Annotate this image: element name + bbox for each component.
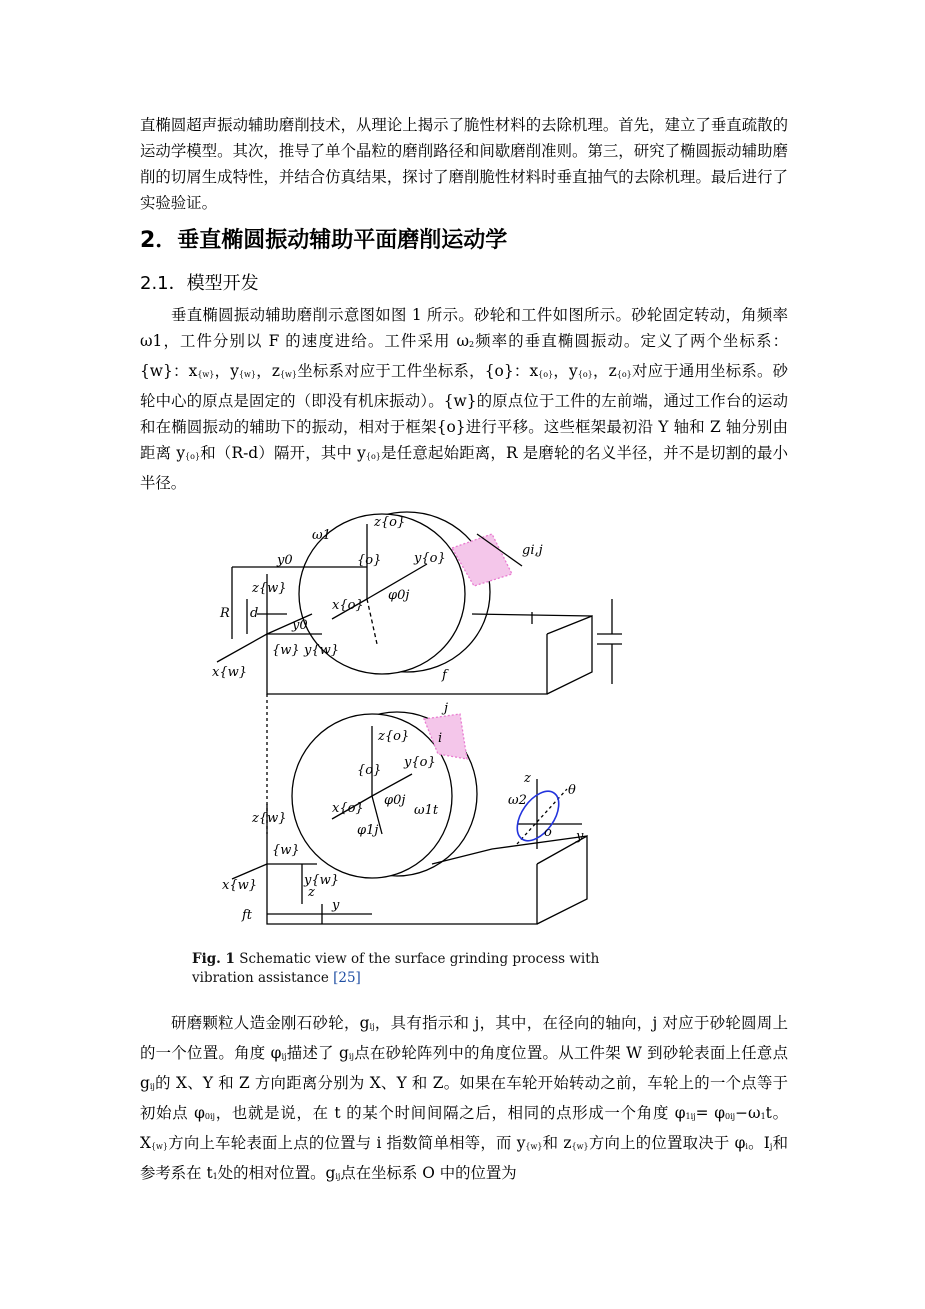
label-y-o: y{o} <box>414 551 446 566</box>
label-o-inset: o <box>544 825 552 840</box>
label-gij: gi,j <box>522 543 543 558</box>
label-phi0j: φ0j <box>388 588 410 603</box>
grinding-schematic-diagram <box>192 504 652 944</box>
label-R: R <box>220 606 230 621</box>
label-d: d <box>250 606 259 621</box>
intro-paragraph: 直椭圆超声振动辅助磨削技术，从理论上揭示了脆性材料的去除机理。首先，建立了垂直疏散的运动学模型。其次，推导了单个晶粒的磨削路径和间歇磨削准则。第三，研究了椭圆振动辅助磨削的切屑生成特性，并结合仿真结果，探讨了磨削脆性材料时垂直抽气的去除机理。最后进行了实验验证。 <box>140 116 788 212</box>
label-z-bottom: z <box>308 885 315 900</box>
label-w-frame-top: {w} <box>272 643 300 658</box>
label-phi0j-bottom: φ0j <box>384 793 406 808</box>
label-x-o-bottom: x{o} <box>332 801 364 816</box>
label-y0-top: y0 <box>277 553 293 568</box>
caption-reference-link[interactable]: [25] <box>333 970 361 986</box>
label-omega2: ω2 <box>508 793 527 808</box>
label-z-o: z{o} <box>374 515 406 530</box>
subsection-title: 2.1．模型开发 <box>140 273 259 294</box>
label-z-w-top: z{w} <box>252 581 287 596</box>
section-title: 2．垂直椭圆振动辅助平面磨削运动学 <box>140 228 508 253</box>
label-j: j <box>444 701 449 716</box>
label-omega1t: ω1t <box>414 803 439 818</box>
label-f: f <box>442 668 447 683</box>
label-y-inset: y <box>576 829 584 844</box>
figure-1-schematic <box>192 504 652 944</box>
label-omega1: ω1 <box>312 528 331 543</box>
label-y-bottom: y <box>332 898 340 913</box>
label-z-w-bottom: z{w} <box>252 811 287 826</box>
label-w-frame-bottom: {w} <box>272 843 300 858</box>
paragraph-grain: 研磨颗粒人造金刚石砂轮，gij，具有指示和 j，其中，在径向的轴向，j 对应于砂轮圆周上的一个位置。角度 φij描述了 gij点在砂轮阵列中的角度位置。从工件架 W 到砂轮表面上任意点 gij的 X、Y 和 Z 方向距离分别为 X、Y 和 Z。如果在车轮开始转动之前，车轮上的一个点等于初始点 φ0ij，也就是说，在 t 的某个时间间隔之后，相同的点形成一个角度 φ1ij= φ0ij−ω1t。X{w}方向上车轮表面上点的位置与 i 指数简单相等，而 y{w}和 z{w}方向上的位置取决于 φi。Ij和参考系在 t1处的相对位置。gij点在坐标系 O 中的位置为 <box>140 1014 789 1182</box>
caption-label: Fig. 1 <box>192 951 235 967</box>
label-theta: θ <box>568 783 576 798</box>
label-z-inset: z <box>524 771 531 786</box>
label-x-w-bottom: x{w} <box>222 878 258 893</box>
figure-caption <box>192 950 652 988</box>
label-y0-bottom: y0 <box>292 618 308 633</box>
label-phi1j: φ1j <box>357 823 379 838</box>
label-y-o-bottom: y{o} <box>404 755 436 770</box>
label-i: i <box>438 731 443 746</box>
label-x-w-top: x{w} <box>212 665 248 680</box>
label-ft: ft <box>242 908 253 923</box>
label-y-w-top: y{w} <box>304 643 340 658</box>
caption-text: Schematic view of the surface grinding process with vibration assistance <box>192 951 600 986</box>
paragraph-model: 垂直椭圆振动辅助磨削示意图如图 1 所示。砂轮和工件如图所示。砂轮固定转动，角频率 ω1，工件分别以 F 的速度进给。工件采用 ω2频率的垂直椭圆振动。定义了两个坐标系：{w}：x{w}，y{w}，z{w}坐标系对应于工件坐标系，{o}：x{o}，y{o}，z{o}对应于通用坐标系。砂轮中心的原点是固定的（即没有机床振动）。{w}的原点位于工件的左前端，通过工作台的运动和在椭圆振动的辅助下的振动，相对于框架{o}进行平移。这些框架最初沿 Y 轴和 Z 轴分别由距离 y{o}和（R-d）隔开，其中 y{o}是任意起始距离，R 是磨轮的名义半径，并不是切割的最小半径。 <box>140 306 789 492</box>
label-y-w-bottom: y{w} <box>304 873 340 888</box>
label-o-frame: {o} <box>357 553 382 568</box>
label-x-o: x{o} <box>332 598 364 613</box>
label-z-o-bottom: z{o} <box>378 729 410 744</box>
paper-page <box>140 112 788 1190</box>
label-o-frame-bottom: {o} <box>357 763 382 778</box>
